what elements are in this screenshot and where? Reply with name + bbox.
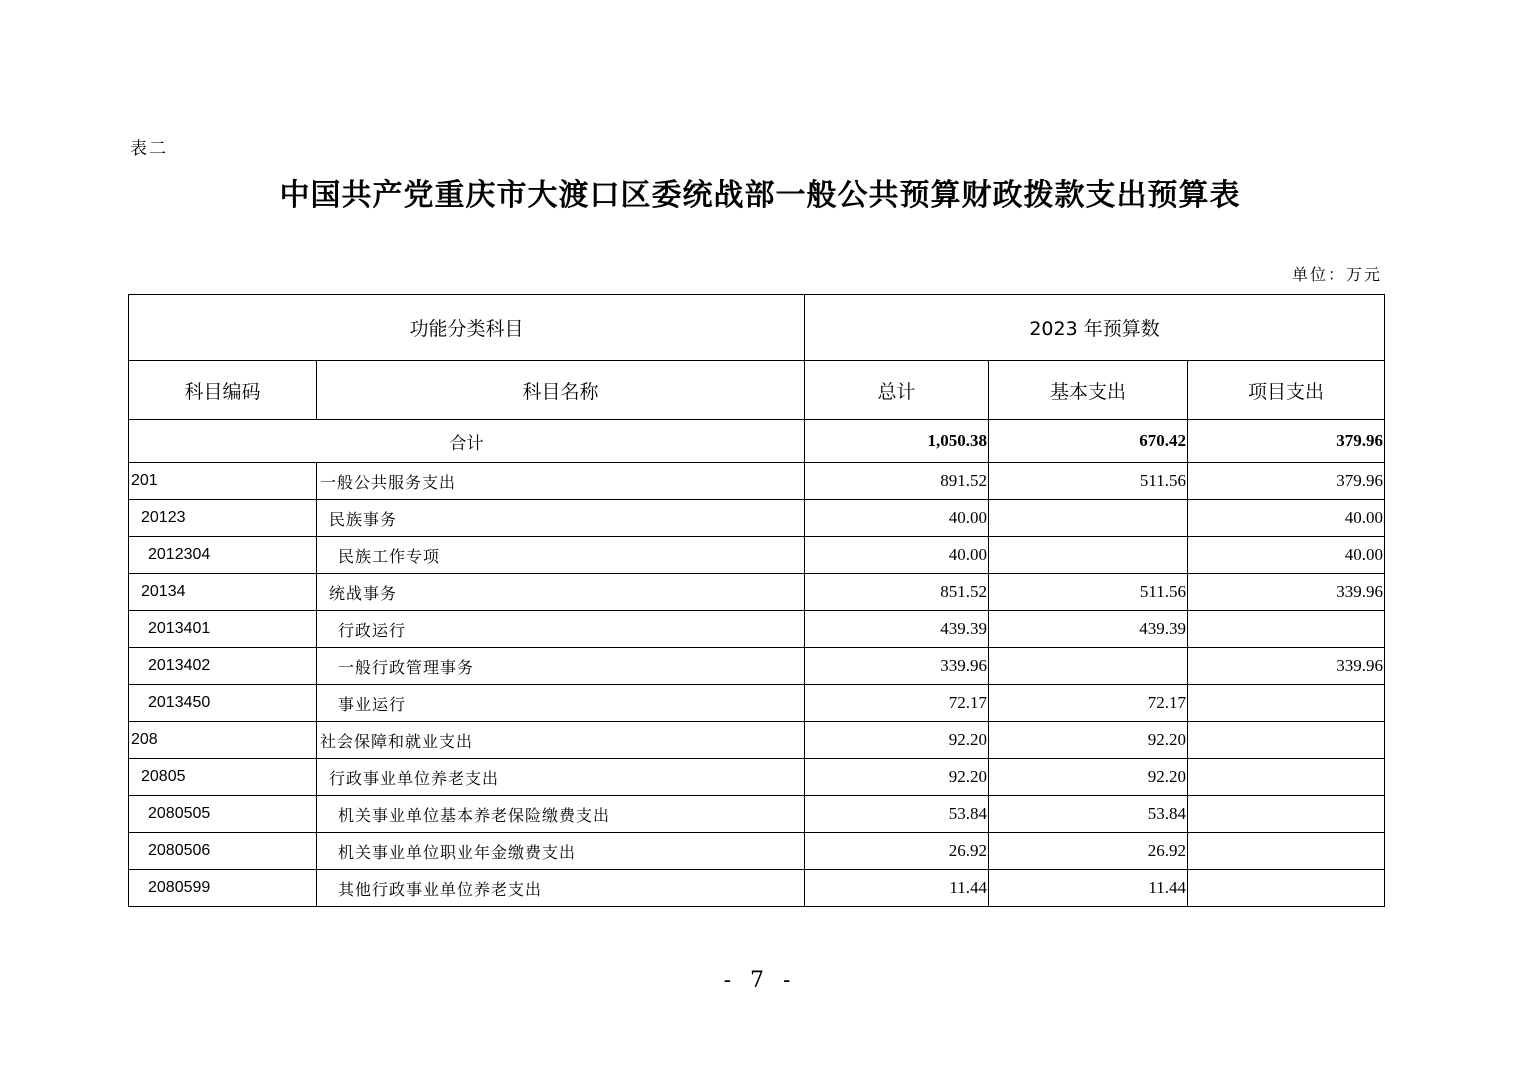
- row-code: 2013401: [129, 611, 317, 648]
- group-header-row: [129, 295, 1385, 361]
- row-project: [1188, 611, 1385, 648]
- row-name: 机关事业单位职业年金缴费支出: [317, 833, 805, 870]
- row-total: 92.20: [805, 722, 989, 759]
- table-row: [129, 870, 1385, 907]
- row-basic: 92.20: [989, 759, 1188, 796]
- row-code: 208: [129, 722, 317, 759]
- row-code: 20805: [129, 759, 317, 796]
- row-name: 行政事业单位养老支出: [317, 759, 805, 796]
- row-basic: 72.17: [989, 685, 1188, 722]
- table-row: [129, 796, 1385, 833]
- column-header-row: [129, 361, 1385, 420]
- row-name: 社会保障和就业支出: [317, 722, 805, 759]
- budget-group-header: 2023 年预算数: [805, 295, 1385, 361]
- document-title: 中国共产党重庆市大渡口区委统战部一般公共预算财政拨款支出预算表: [279, 178, 1241, 213]
- row-project: 339.96: [1188, 574, 1385, 611]
- row-total: 72.17: [805, 685, 989, 722]
- row-project: [1188, 870, 1385, 907]
- row-total: 92.20: [805, 759, 989, 796]
- table-row: [129, 500, 1385, 537]
- row-code: 2013450: [129, 685, 317, 722]
- row-name: 行政运行: [317, 611, 805, 648]
- row-total: 40.00: [805, 500, 989, 537]
- row-name: 其他行政事业单位养老支出: [317, 870, 805, 907]
- total-project: 379.96: [1188, 420, 1385, 463]
- table-row: [129, 685, 1385, 722]
- code-column-header: 科目编码: [129, 361, 317, 420]
- row-basic: [989, 500, 1188, 537]
- row-basic: 11.44: [989, 870, 1188, 907]
- table-row: [129, 648, 1385, 685]
- table-row: [129, 722, 1385, 759]
- row-project: 339.96: [1188, 648, 1385, 685]
- total-column-header: 总计: [805, 361, 989, 420]
- row-total: 11.44: [805, 870, 989, 907]
- row-name: 事业运行: [317, 685, 805, 722]
- row-project: [1188, 722, 1385, 759]
- row-basic: 511.56: [989, 463, 1188, 500]
- table-label: 表二: [130, 139, 168, 159]
- project-column-header: 项目支出: [1188, 361, 1385, 420]
- row-basic: [989, 537, 1188, 574]
- table-row: [129, 759, 1385, 796]
- row-name: 一般行政管理事务: [317, 648, 805, 685]
- row-name: 民族事务: [317, 500, 805, 537]
- row-project: 379.96: [1188, 463, 1385, 500]
- row-basic: 511.56: [989, 574, 1188, 611]
- row-name: 民族工作专项: [317, 537, 805, 574]
- page-number: - 7 -: [723, 968, 797, 993]
- row-total: 53.84: [805, 796, 989, 833]
- unit-label: 单位：万元: [1291, 265, 1382, 284]
- row-total: 26.92: [805, 833, 989, 870]
- name-column-header: 科目名称: [317, 361, 805, 420]
- table-row: [129, 611, 1385, 648]
- total-row: [129, 420, 1385, 463]
- table-row: [129, 833, 1385, 870]
- row-total: 339.96: [805, 648, 989, 685]
- row-basic: 439.39: [989, 611, 1188, 648]
- basic-column-header: 基本支出: [989, 361, 1188, 420]
- row-total: 40.00: [805, 537, 989, 574]
- row-project: 40.00: [1188, 537, 1385, 574]
- row-code: 20134: [129, 574, 317, 611]
- category-group-header: 功能分类科目: [129, 295, 805, 361]
- row-code: 2012304: [129, 537, 317, 574]
- row-project: [1188, 833, 1385, 870]
- row-basic: [989, 648, 1188, 685]
- row-code: 2080505: [129, 796, 317, 833]
- row-code: 2080599: [129, 870, 317, 907]
- row-total: 439.39: [805, 611, 989, 648]
- row-basic: 26.92: [989, 833, 1188, 870]
- row-code: 2080506: [129, 833, 317, 870]
- row-name: 一般公共服务支出: [317, 463, 805, 500]
- table-row: [129, 574, 1385, 611]
- row-code: 2013402: [129, 648, 317, 685]
- row-project: 40.00: [1188, 500, 1385, 537]
- row-basic: 53.84: [989, 796, 1188, 833]
- total-basic: 670.42: [989, 420, 1188, 463]
- total-label: 合计: [129, 420, 805, 463]
- table-row: [129, 537, 1385, 574]
- row-name: 统战事务: [317, 574, 805, 611]
- row-code: 201: [129, 463, 317, 500]
- row-project: [1188, 796, 1385, 833]
- row-project: [1188, 685, 1385, 722]
- row-basic: 92.20: [989, 722, 1188, 759]
- table-row: [129, 463, 1385, 500]
- row-total: 891.52: [805, 463, 989, 500]
- row-code: 20123: [129, 500, 317, 537]
- row-project: [1188, 759, 1385, 796]
- row-name: 机关事业单位基本养老保险缴费支出: [317, 796, 805, 833]
- total-amount: 1,050.38: [805, 420, 989, 463]
- budget-table: [128, 294, 1385, 907]
- row-total: 851.52: [805, 574, 989, 611]
